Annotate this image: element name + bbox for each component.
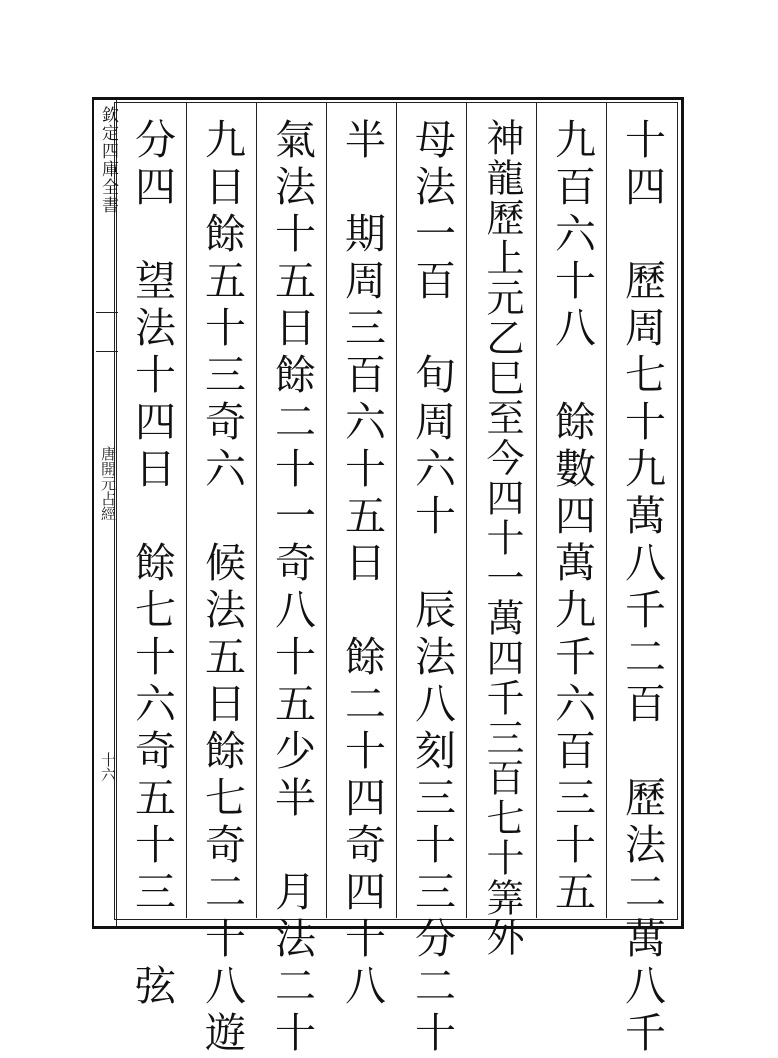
column-divider — [396, 102, 397, 918]
column-text: 母法一百 旬周六十 辰法八刻三十三分二十 — [408, 118, 456, 1058]
column-text: 半 期周三百六十五日 餘二十四奇四十八 — [338, 118, 386, 1011]
text-column-6 — [260, 118, 324, 1058]
text-column-1 — [610, 118, 674, 1058]
column-text: 分四 望法十四日 餘七十六奇五十三 弦 — [128, 118, 176, 1011]
fish-tail-mark-icon — [96, 312, 118, 352]
column-divider — [186, 102, 187, 918]
column-divider — [256, 102, 257, 918]
text-column-5 — [330, 118, 394, 1011]
column-text: 神龍歷上元乙巳至今四十一萬四千三百七十筭外 — [480, 118, 524, 958]
column-text: 九日餘五十三奇六 候法五日餘七奇二十八遊 — [198, 118, 246, 1058]
column-divider — [466, 102, 467, 918]
text-column-3 — [470, 118, 534, 958]
margin-volume-title: 唐開元占經 — [99, 446, 117, 521]
text-column-7 — [190, 118, 254, 1058]
column-text: 九百六十八 餘數四萬九千六百三十五 — [548, 118, 596, 917]
text-column-4 — [400, 118, 464, 1058]
text-column-8 — [120, 118, 184, 1011]
column-text: 十四 歷周七十九萬八千二百 歷法二萬八千 — [618, 118, 666, 1058]
margin-page-number: 十六 — [99, 752, 117, 782]
column-text: 氣法十五日餘二十一奇八十五少半 月法二十 — [268, 118, 316, 1058]
column-divider — [536, 102, 537, 918]
margin-book-title: 欽定四庫全書 — [98, 106, 118, 214]
column-divider — [326, 102, 327, 918]
column-divider — [606, 102, 607, 918]
text-column-2 — [540, 118, 604, 918]
